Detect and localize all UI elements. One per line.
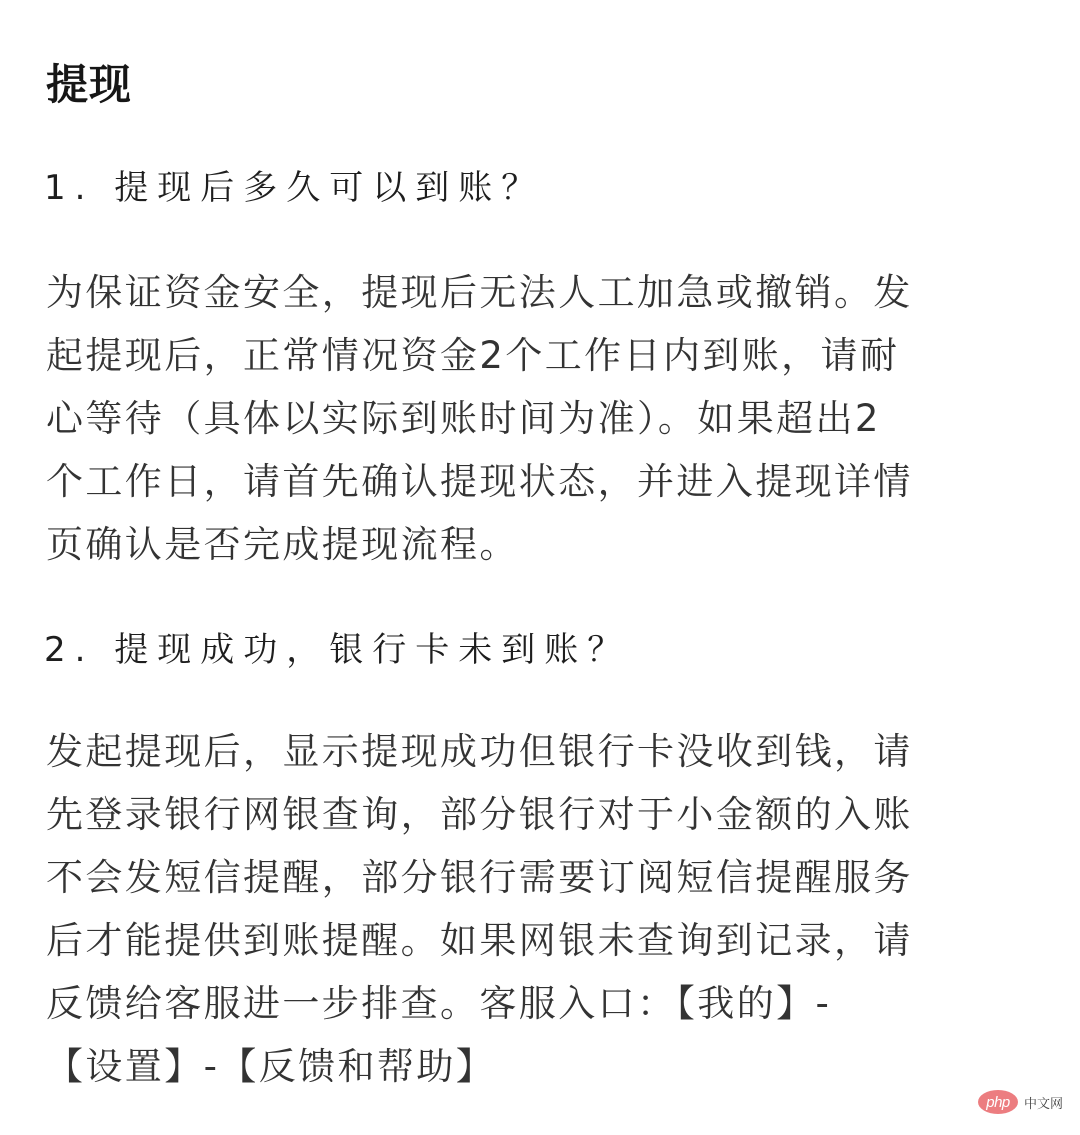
answer-line: 【设置】-【反馈和帮助】 [46,1045,496,1088]
answer-line: 不会发短信提醒，部分银行需要订阅短信提醒服务 [46,856,913,899]
faq-answer-1 [46,261,1046,576]
php-logo-icon: php [978,1090,1018,1114]
answer-line: 先登录银行网银查询，部分银行对于小金额的入账 [46,793,913,836]
php-cn-watermark [978,1090,1063,1114]
page-title: 提现 [46,60,133,109]
faq-question-1: 1. 提现后多久可以到账？ [44,168,545,208]
answer-line: 后才能提供到账提醒。如果网银未查询到记录，请 [46,919,913,962]
answer-line: 页确认是否完成提现流程。 [46,523,519,566]
answer-line: 个工作日，请首先确认提现状态，并进入提现详情 [46,460,913,503]
watermark-site-text: 中文网 [1024,1096,1064,1112]
faq-answer-2 [46,720,1046,1098]
faq-question-2: 2. 提现成功，银行卡未到账？ [44,630,631,670]
answer-line: 发起提现后，显示提现成功但银行卡没收到钱，请 [46,730,913,773]
answer-line: 心等待（具体以实际到账时间为准）。如果超出2 [46,397,881,440]
answer-line: 起提现后，正常情况资金2个工作日内到账，请耐 [46,334,900,377]
answer-line: 为保证资金安全，提现后无法人工加急或撤销。发 [46,271,913,314]
answer-line: 反馈给客服进一步排查。客服入口：【我的】- [46,982,832,1025]
